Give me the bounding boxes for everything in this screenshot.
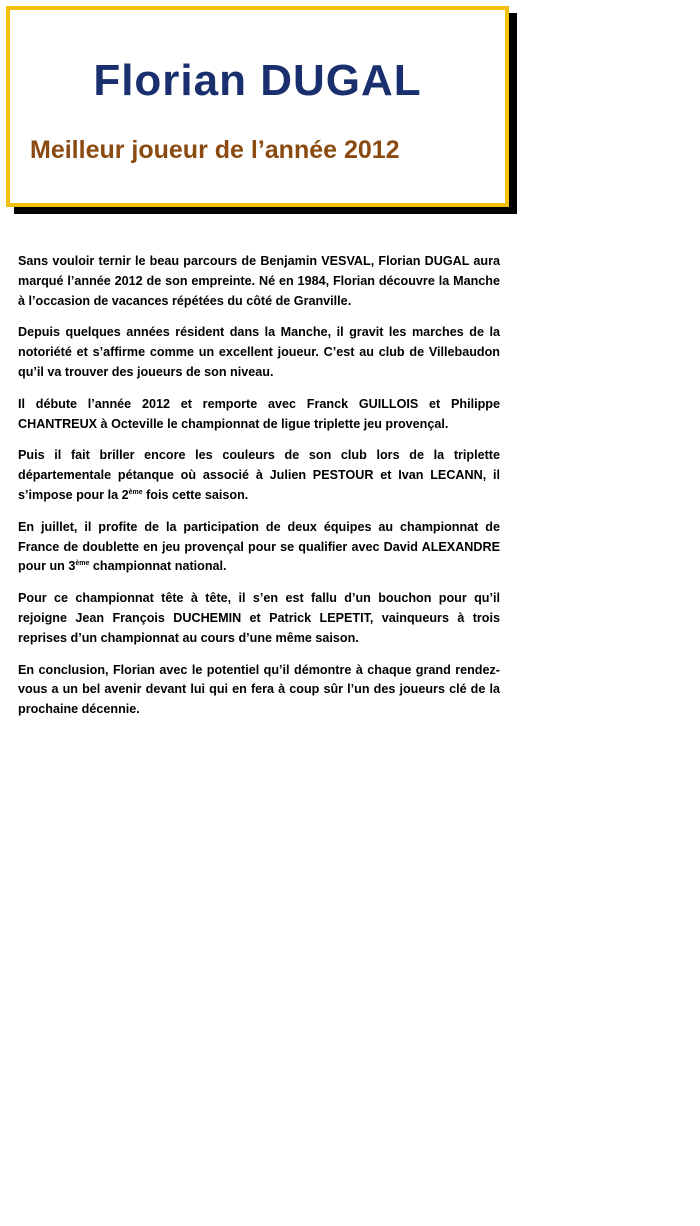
- paragraph-1: Sans vouloir ternir le beau parcours de Benjamin VESVAL, Florian DUGAL aura marqué l’année 2012 de son empreinte. Né en 1984, Florian découvre la Manche à l’occasion de vacances répétées du côté de Granville.: [18, 254, 500, 308]
- paragraph-5-text: En juillet, il profite de la participation de deux équipes au championnat de France de doublette en jeu provençal pour se qualifier avec David ALEXANDRE pour un 3: [18, 519, 500, 574]
- paragraph-5-superscript: ème: [75, 560, 90, 568]
- paragraph-4-superscript: ème: [128, 488, 143, 496]
- paragraph-6: Pour ce championnat tête à tête, il s’en est fallu d’un bouchon pour qu’il rejoigne Jean François DUCHEMIN et Patrick LEPETIT, vainqueurs à trois reprises d’un championnat au cours d’une même saison.: [18, 591, 500, 645]
- paragraph-2: Depuis quelques années résident dans la Manche, il gravit les marches de la notoriété et s’affirme comme un excellent joueur. C’est au club de Villebaudon qu’il va trouver des joueurs de son niveau.: [18, 325, 500, 379]
- paragraph-4: [18, 446, 500, 505]
- award-subtitle: Meilleur joueur de l’année 2012: [30, 136, 400, 164]
- paragraph-4-text-end: fois cette saison.: [142, 487, 249, 502]
- paragraph-3: Il débute l’année 2012 et remporte avec Franck GUILLOIS et Philippe CHANTREUX à Octeville le championnat de ligue triplette jeu provençal.: [18, 396, 500, 431]
- title-box: [6, 6, 509, 207]
- paragraph-7: En conclusion, Florian avec le potentiel qu’il démontre à chaque grand rendez-vous a un bel avenir devant lui qui en fera à coup sûr l’un des joueurs clé de la prochaine décennie.: [18, 662, 500, 717]
- player-name-title: Florian DUGAL: [93, 56, 422, 105]
- paragraph-4-text: Puis il fait briller encore les couleurs de son club lors de la triplette départementale pétanque où associé à Julien PESTOUR et Ivan LECANN, il s’impose pour la 2: [18, 448, 500, 502]
- paragraph-5-text-end: championnat national.: [89, 559, 227, 574]
- article-body: [18, 252, 500, 732]
- paragraph-5: [18, 518, 500, 577]
